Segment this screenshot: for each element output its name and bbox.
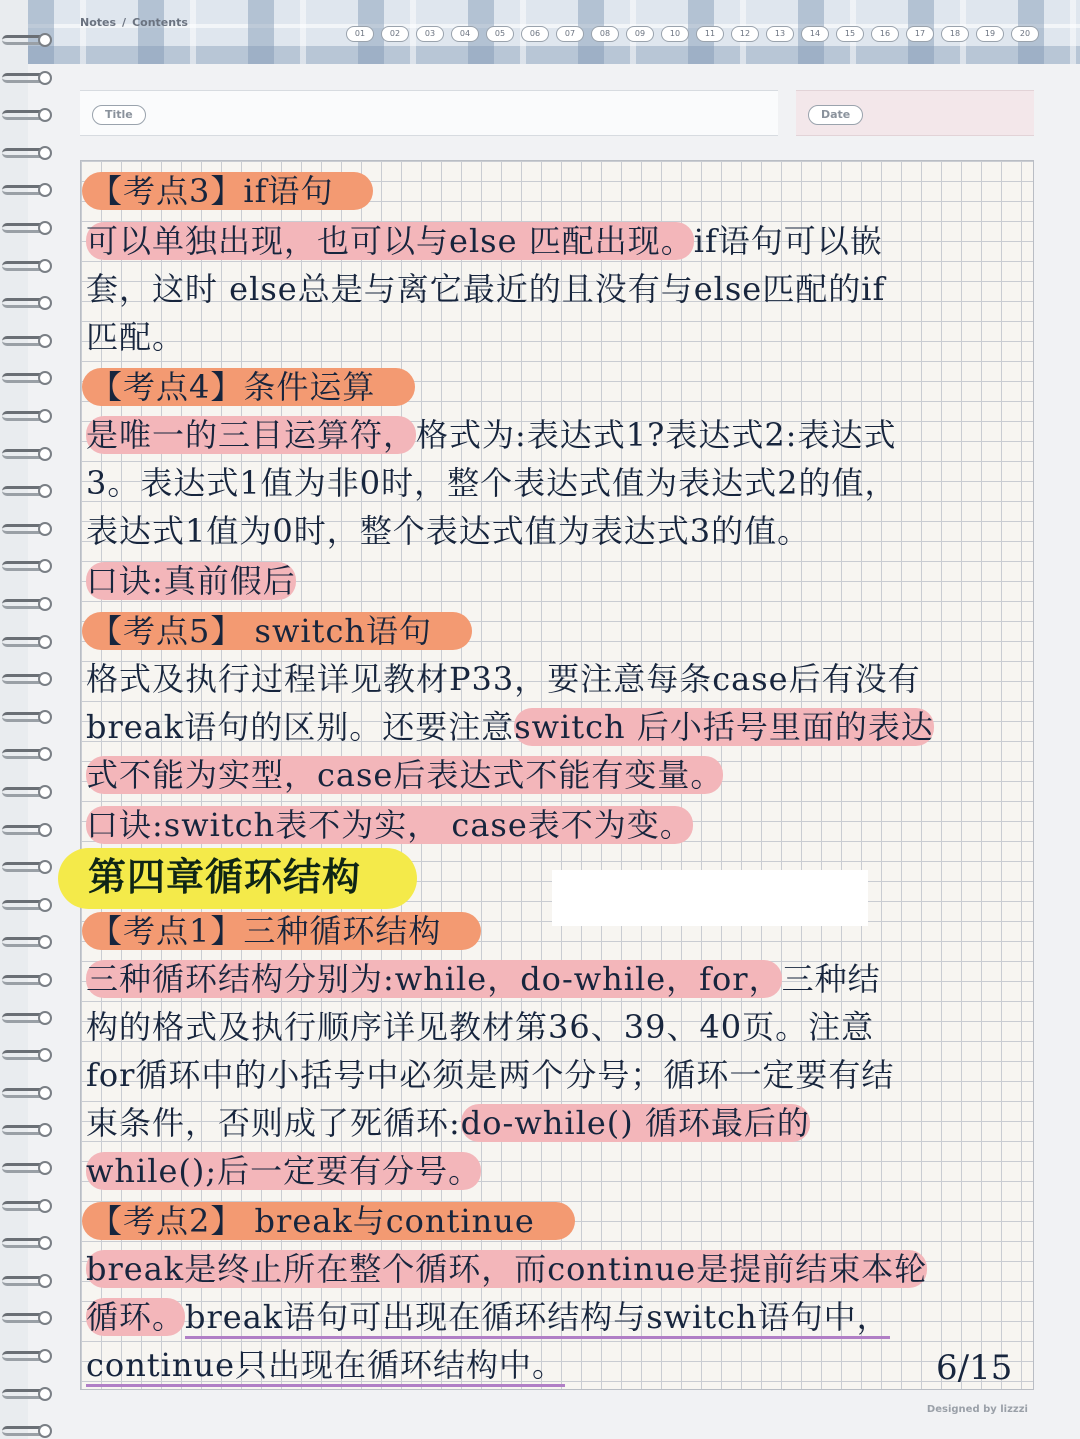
kp3-line-2: 套，这时 else总是与离它最近的且没有与else匹配的if xyxy=(86,270,886,308)
spiral-ring xyxy=(0,1308,60,1328)
spiral-ring xyxy=(0,1233,60,1253)
spiral-ring xyxy=(0,256,60,276)
spiral-ring xyxy=(0,180,60,200)
page-tabs xyxy=(346,26,1039,42)
spiral-ring xyxy=(0,744,60,764)
spiral-ring xyxy=(0,1120,60,1140)
kp5-line-2: break语句的区别。还要注意switch 后小括号里面的表达 xyxy=(86,708,934,746)
c4kp1-line-1: 三种循环结构分别为:while，do-while，for，三种结 xyxy=(86,960,881,998)
page-tab[interactable]: 08 xyxy=(591,26,619,42)
spiral-ring xyxy=(0,707,60,727)
kp4-line-2: 3。表达式1值为非0时，整个表达式值为表达式2的值， xyxy=(86,464,898,502)
spiral-ring xyxy=(0,1421,60,1439)
spiral-ring xyxy=(0,406,60,426)
page-tab[interactable]: 14 xyxy=(801,26,829,42)
breadcrumb-notes[interactable]: Notes xyxy=(80,16,117,29)
kp3-heading: 【考点3】if语句 xyxy=(86,166,373,212)
spiral-ring xyxy=(0,1008,60,1028)
kp5-mnemonic: 口诀:switch表不为实， case表不为变。 xyxy=(86,806,693,844)
kp3-line-3: 匹配。 xyxy=(86,318,186,356)
spiral-ring xyxy=(0,519,60,539)
page-tab[interactable]: 05 xyxy=(486,26,514,42)
page-tab[interactable]: 10 xyxy=(661,26,689,42)
spiral-ring xyxy=(0,669,60,689)
spiral-ring xyxy=(0,782,60,802)
c4kp2-heading: 【考点2】 break与continue xyxy=(86,1196,575,1242)
kp5-line-1: 格式及执行过程详见教材P33，要注意每条case后有没有 xyxy=(86,660,921,698)
c4kp1-line-4: 束条件，否则成了死循环:do-while() 循环最后的 xyxy=(86,1104,810,1142)
kp4-heading: 【考点4】条件运算 xyxy=(86,362,415,408)
c4kp2-line-1: break是终止所在整个循环，而continue是提前结束本轮 xyxy=(86,1250,928,1288)
spiral-ring xyxy=(0,68,60,88)
page-tab[interactable]: 02 xyxy=(381,26,409,42)
spiral-ring xyxy=(0,895,60,915)
spiral-ring xyxy=(0,105,60,125)
page-number: 6/15 xyxy=(936,1348,1013,1388)
spiral-ring xyxy=(0,1346,60,1366)
c4kp1-line-2: 构的格式及执行顺序详见教材第36、39、40页。注意 xyxy=(86,1008,875,1046)
spiral-ring xyxy=(0,1045,60,1065)
breadcrumb: Notes / Contents xyxy=(80,16,188,29)
page-tab[interactable]: 09 xyxy=(626,26,654,42)
spiral-ring xyxy=(0,368,60,388)
spiral-ring xyxy=(0,857,60,877)
kp5-heading: 【考点5】 switch语句 xyxy=(86,606,472,652)
spiral-ring xyxy=(0,1158,60,1178)
page-tab[interactable]: 07 xyxy=(556,26,584,42)
spiral-ring xyxy=(0,331,60,351)
chapter-title: 第四章循环结构 xyxy=(86,846,417,901)
spiral-ring xyxy=(0,632,60,652)
page-tab[interactable]: 20 xyxy=(1011,26,1039,42)
kp5-line-3: 式不能为实型，case后表达式不能有变量。 xyxy=(86,756,724,794)
spiral-ring xyxy=(0,594,60,614)
c4kp2-line-2: 循环。break语句可出现在循环结构与switch语句中， xyxy=(86,1292,890,1338)
page-tab[interactable]: 13 xyxy=(766,26,794,42)
spiral-ring xyxy=(0,1083,60,1103)
page-tab[interactable]: 01 xyxy=(346,26,374,42)
page-tab[interactable]: 15 xyxy=(836,26,864,42)
page-tab[interactable]: 03 xyxy=(416,26,444,42)
page-tab[interactable]: 19 xyxy=(976,26,1004,42)
spiral-ring xyxy=(0,481,60,501)
page-tab[interactable]: 06 xyxy=(521,26,549,42)
spiral-ring xyxy=(0,444,60,464)
spiral-ring xyxy=(0,293,60,313)
breadcrumb-contents[interactable]: Contents xyxy=(132,16,188,29)
kp4-line-1: 是唯一的三目运算符，格式为:表达式1?表达式2:表达式 xyxy=(86,416,897,454)
c4kp1-line-5: while();后一定要有分号。 xyxy=(86,1152,482,1190)
page-tab[interactable]: 04 xyxy=(451,26,479,42)
blank-patch xyxy=(552,870,868,926)
date-label: Date xyxy=(808,105,863,125)
designer-credit: Designed by lizzzi xyxy=(926,1404,1028,1415)
spiral-ring xyxy=(0,1196,60,1216)
kp4-mnemonic: 口诀:真前假后 xyxy=(86,562,296,600)
spiral-ring xyxy=(0,820,60,840)
c4kp1-heading: 【考点1】三种循环结构 xyxy=(86,906,481,952)
spiral-ring xyxy=(0,932,60,952)
page-tab[interactable]: 11 xyxy=(696,26,724,42)
spiral-ring xyxy=(0,1384,60,1404)
date-field[interactable] xyxy=(796,90,1034,136)
title-label: Title xyxy=(92,105,146,125)
spiral-ring xyxy=(0,970,60,990)
c4kp1-line-3: for循环中的小括号中必须是两个分号；循环一定要有结 xyxy=(86,1056,895,1094)
page-tab[interactable]: 18 xyxy=(941,26,969,42)
kp3-line-1: 可以单独出现，也可以与else 匹配出现。if语句可以嵌 xyxy=(86,222,883,260)
kp4-line-3: 表达式1值为0时，整个表达式值为表达式3的值。 xyxy=(86,512,811,550)
spiral-ring xyxy=(0,143,60,163)
spiral-binding xyxy=(0,30,60,1430)
spiral-ring xyxy=(0,218,60,238)
page-tab[interactable]: 17 xyxy=(906,26,934,42)
spiral-ring xyxy=(0,30,60,50)
spiral-ring xyxy=(0,556,60,576)
title-field[interactable] xyxy=(80,90,778,136)
page-tab[interactable]: 12 xyxy=(731,26,759,42)
spiral-ring xyxy=(0,1271,60,1291)
page-tab[interactable]: 16 xyxy=(871,26,899,42)
c4kp2-line-3: continue只出现在循环结构中。 xyxy=(86,1340,565,1386)
